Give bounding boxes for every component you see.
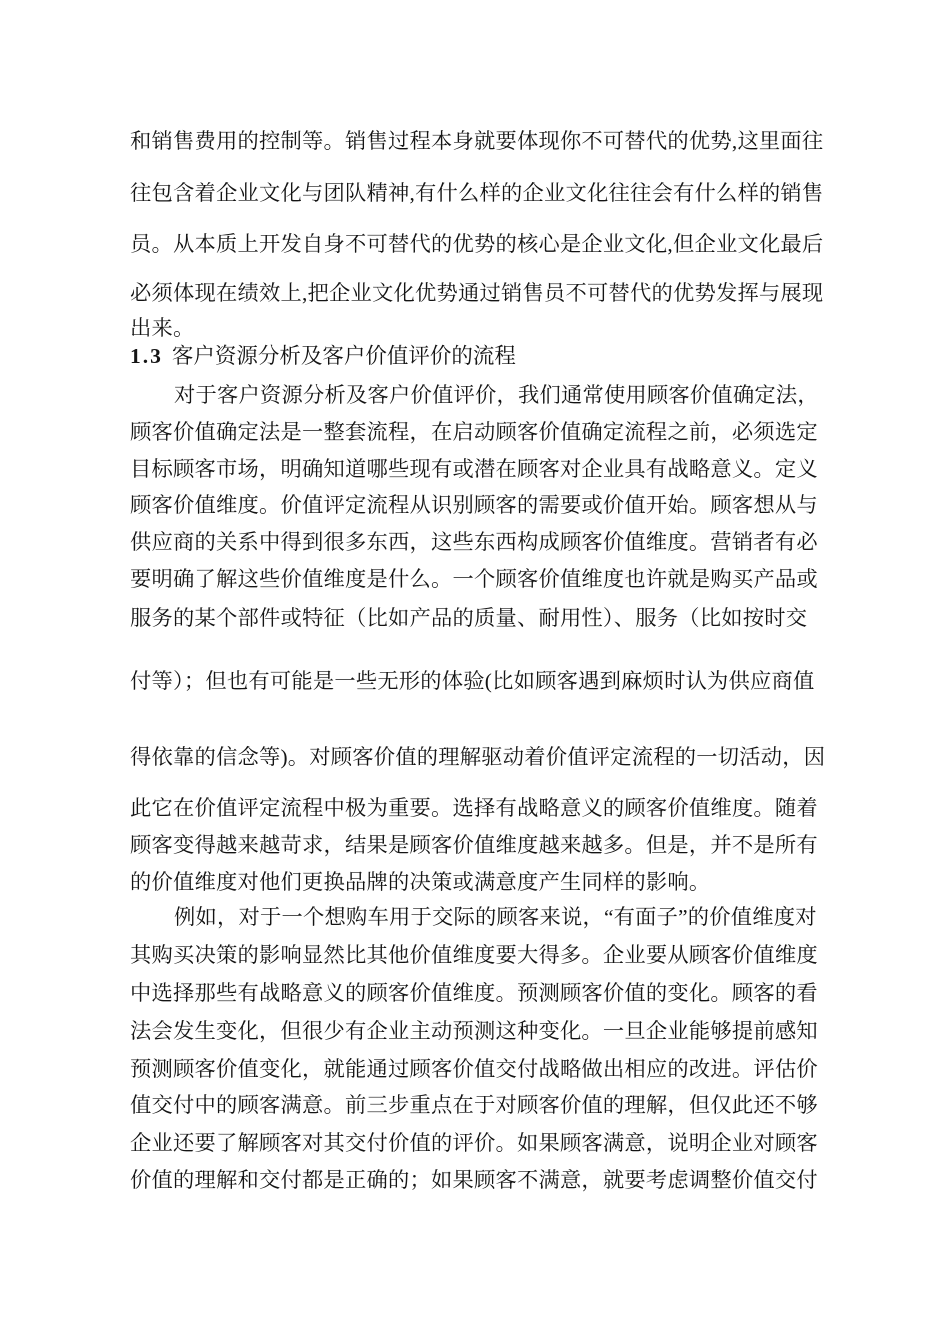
text-line: 预测顾客价值变化，就能通过顾客价值交付战略做出相应的改进。评估价 — [130, 1057, 818, 1081]
text-line: 必须体现在绩效上,把企业文化优势通过销售员不可替代的优势发挥与展现 — [130, 281, 824, 305]
section-heading — [130, 346, 516, 368]
text-line: 出来。 — [130, 316, 195, 340]
text-line: 价值的理解和交付都是正确的；如果顾客不满意，就要考虑调整价值交付 — [130, 1168, 818, 1192]
text-line: 例如，对于一个想购车用于交际的顾客来说，“有面子”的价值维度对 — [174, 905, 817, 929]
text-line: 其购买决策的影响显然比其他价值维度要大得多。企业要从顾客价值维度 — [130, 943, 818, 967]
text-line: 顾客变得越来越苛求，结果是顾客价值维度越来越多。但是，并不是所有 — [130, 833, 818, 857]
text-line: 要明确了解这些价值维度是什么。一个顾客价值维度也许就是购买产品或 — [130, 567, 818, 591]
text-line: 供应商的关系中得到很多东西，这些东西构成顾客价值维度。营销者有必 — [130, 530, 818, 554]
text-line: 此它在价值评定流程中极为重要。选择有战略意义的顾客价值维度。随着 — [130, 796, 818, 820]
text-line: 和销售费用的控制等。销售过程本身就要体现你不可替代的优势,这里面往 — [130, 129, 824, 153]
text-line: 值交付中的顾客满意。前三步重点在于对顾客价值的理解，但仅此还不够 — [130, 1093, 818, 1117]
text-line: 服务的某个部件或特征（比如产品的质量、耐用性）、服务（比如按时交 — [130, 606, 808, 630]
text-line: 付等）；但也有可能是一些无形的体验(比如顾客遇到麻烦时认为供应商值 — [130, 669, 815, 693]
text-line: 中选择那些有战略意义的顾客价值维度。预测顾客价值的变化。顾客的看 — [130, 981, 818, 1005]
text-line: 顾客价值确定法是一整套流程，在启动顾客价值确定流程之前，必须选定 — [130, 420, 818, 444]
text-line: 对于客户资源分析及客户价值评价，我们通常使用顾客价值确定法， — [174, 383, 819, 407]
section-title: 客户资源分析及客户价值评价的流程 — [171, 344, 516, 368]
section-number: 1.3 — [130, 344, 163, 368]
text-line: 往包含着企业文化与团队精神,有什么样的企业文化往往会有什么样的销售 — [130, 181, 824, 205]
text-line: 企业还要了解顾客对其交付价值的评价。如果顾客满意，说明企业对顾客 — [130, 1131, 818, 1155]
text-line: 得依靠的信念等)。对顾客价值的理解驱动着价值评定流程的一切活动，因 — [130, 745, 826, 769]
text-line: 法会发生变化，但很少有企业主动预测这种变化。一旦企业能够提前感知 — [130, 1019, 818, 1043]
text-line: 目标顾客市场，明确知道哪些现有或潜在顾客对企业具有战略意义。定义 — [130, 457, 818, 481]
text-line: 员。从本质上开发自身不可替代的优势的核心是企业文化,但企业文化最后 — [130, 232, 824, 256]
text-line: 的价值维度对他们更换品牌的决策或满意度产生同样的影响。 — [130, 870, 711, 894]
text-line: 顾客价值维度。价值评定流程从识别顾客的需要或价值开始。顾客想从与 — [130, 493, 818, 517]
